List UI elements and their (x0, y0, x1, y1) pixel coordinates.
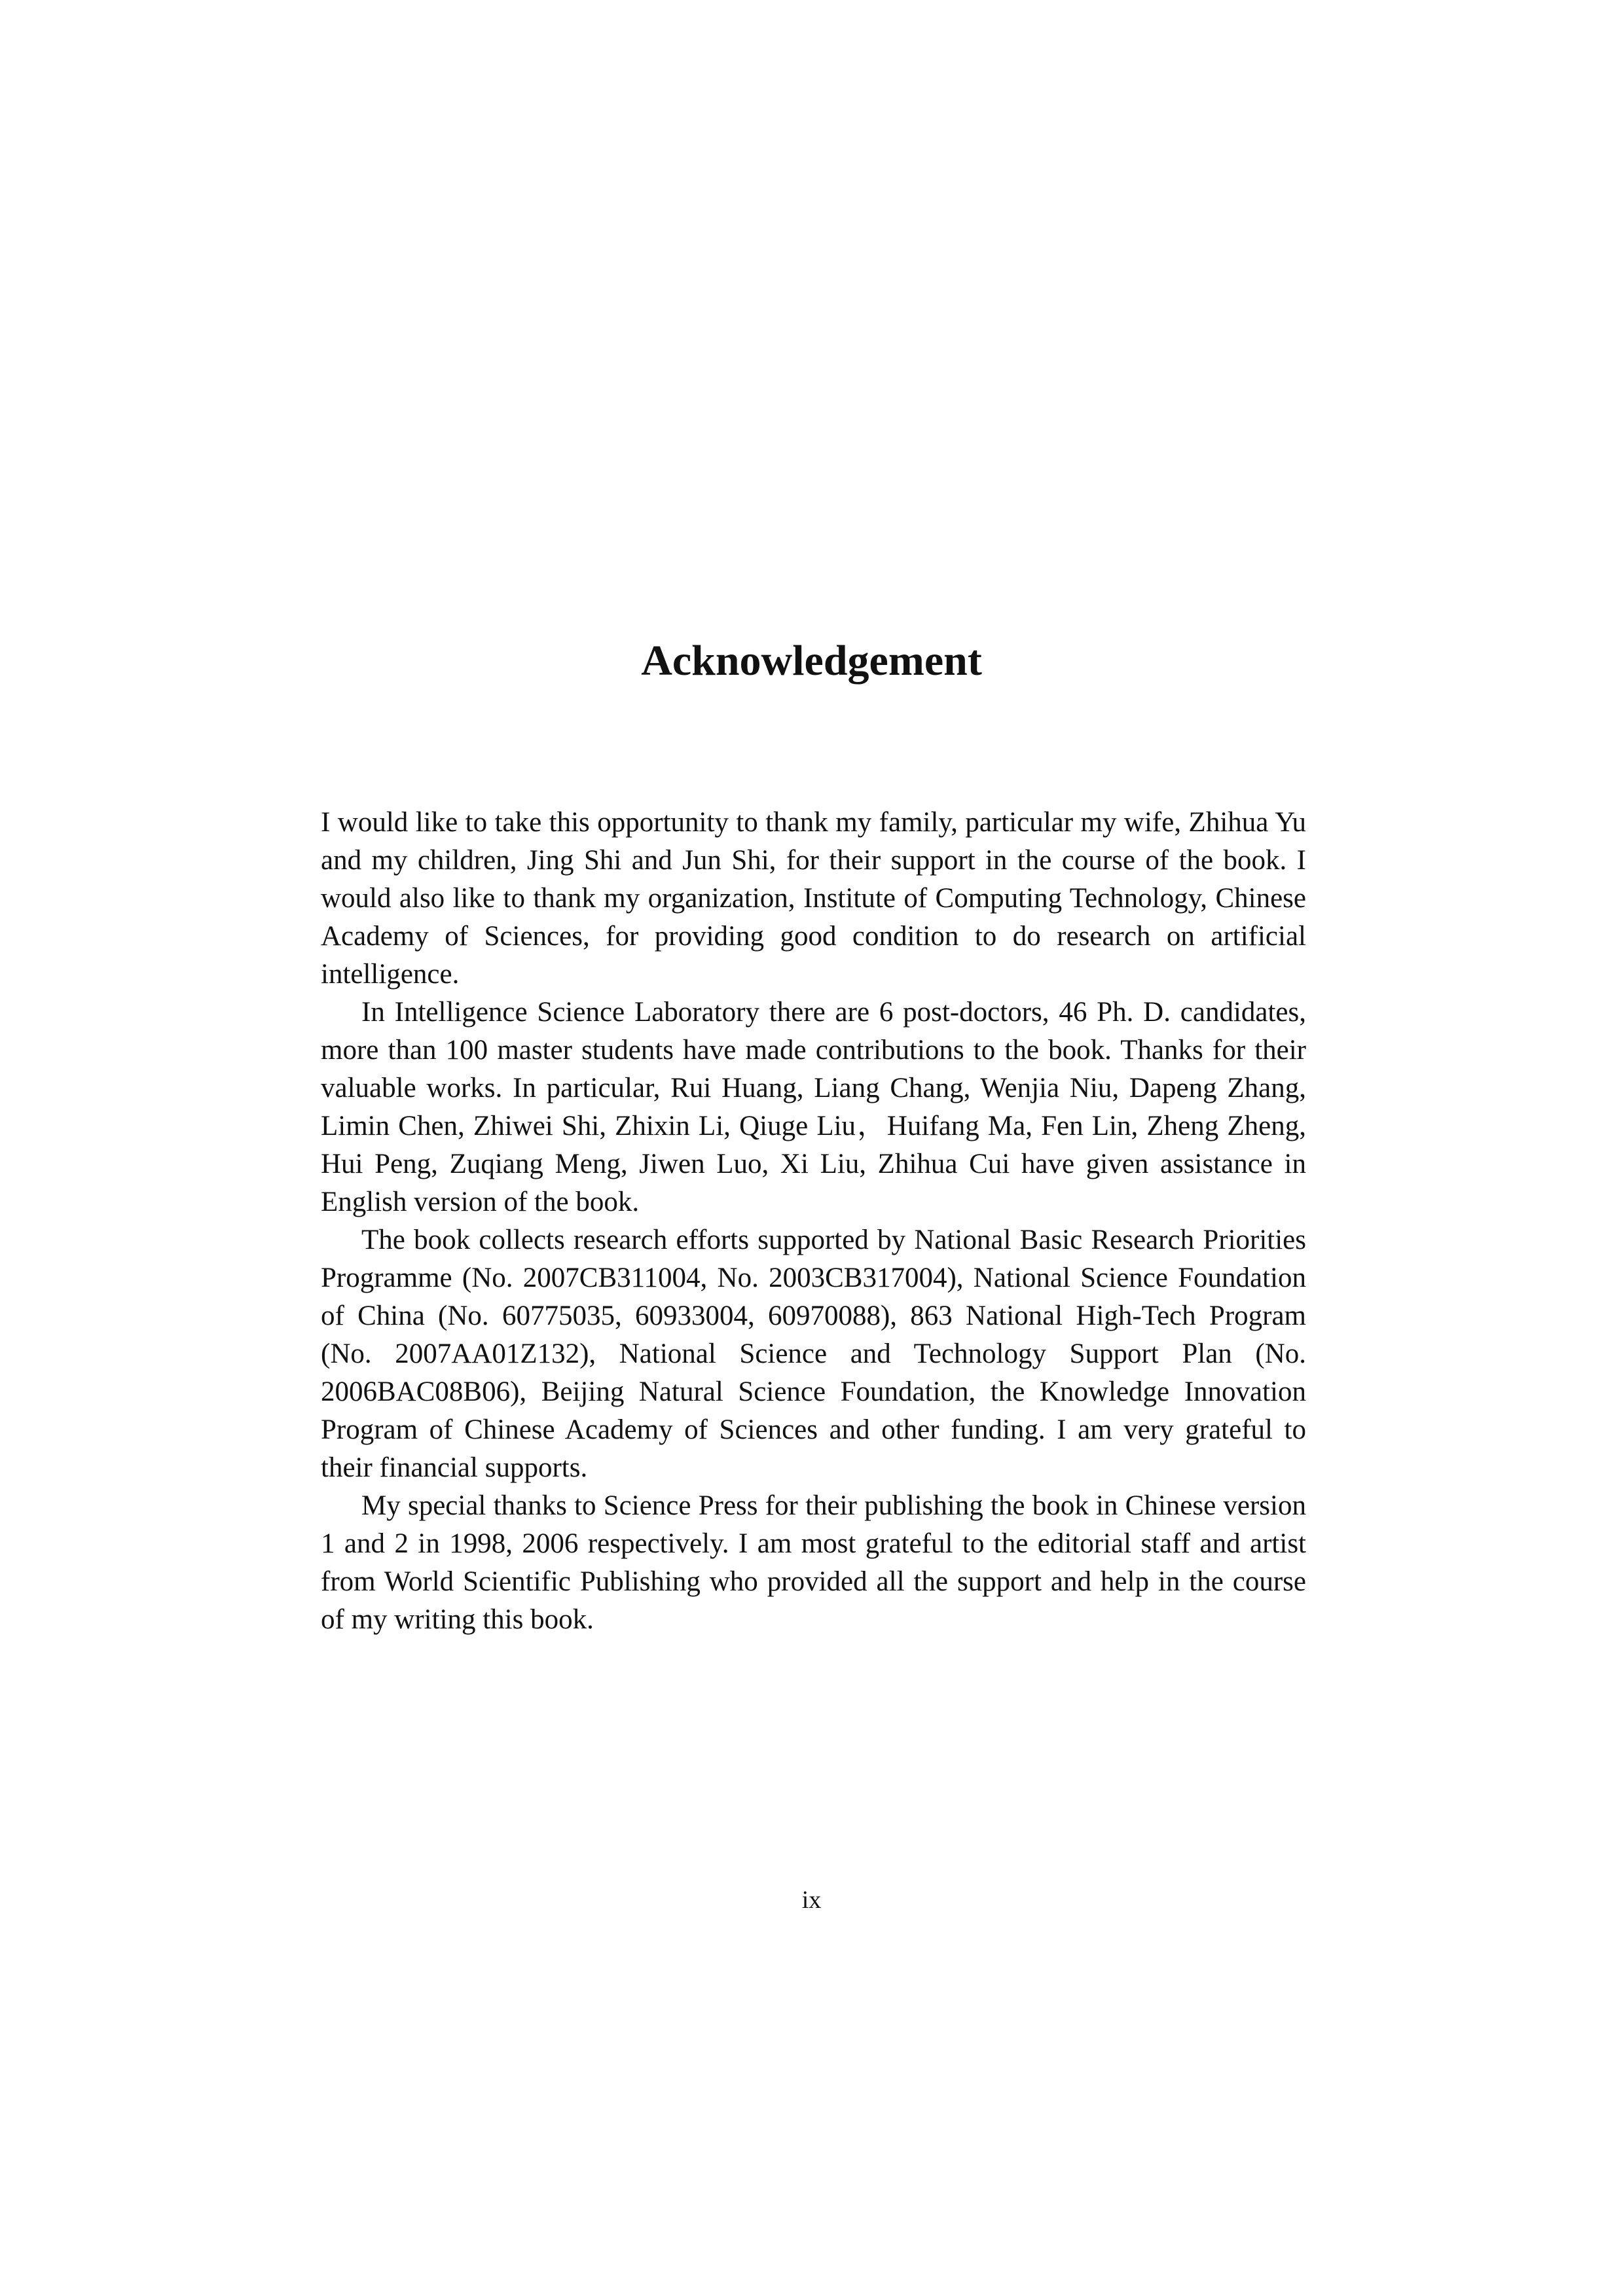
page-title: Acknowledgement (641, 637, 982, 685)
paragraph-4: My special thanks to Science Press for their publishing the book in Chinese version 1 and 2 in 1998, 2006 respectively. I am most grateful to the editorial staff and artist from World Scientific Publishing who provided all the support and help in the course of my writing this book. (321, 1490, 1306, 1635)
acknowledgement-body (321, 804, 1306, 1639)
paragraph-1: I would like to take this opportunity to thank my family, particular my wife, Zhihua Yu and my children, Jing Shi and Jun Shi, for their support in the course of the book. I would also like to thank my organization, Institute of Computing Technology, Chinese Academy of Sciences, for providing good condition to do research on artificial intelligence. (321, 807, 1306, 990)
paragraph-2: In Intelligence Science Laboratory there are 6 post-doctors, 46 Ph. D. candidates, more than 100 master students have made contributions to the book. Thanks for their valuable works. In particular, Rui Huang, Liang Chang, Wenjia Niu, Dapeng Zhang, Limin Chen, Zhiwei Shi, Zhixin Li, Qiuge Liu，Huifang Ma, Fen Lin, Zheng Zheng, Hui Peng, Zuqiang Meng, Jiwen Luo, Xi Liu, Zhihua Cui have given assistance in English version of the book. (321, 997, 1306, 1217)
page-number: ix (801, 1886, 822, 1914)
paragraph-3: The book collects research efforts supported by National Basic Research Priorities Programme (No. 2007CB311004, No. 2003CB317004), National Science Foundation of China (No. 60775035, 60933004, 60970088), 863 National High-Tech Program (No. 2007AA01Z132), National Science and Technology Support Plan (No. 2006BAC08B06), Beijing Natural Science Foundation, the Knowledge Innovation Program of Chinese Academy of Sciences and other funding. I am very grateful to their financial supports. (321, 1225, 1306, 1483)
